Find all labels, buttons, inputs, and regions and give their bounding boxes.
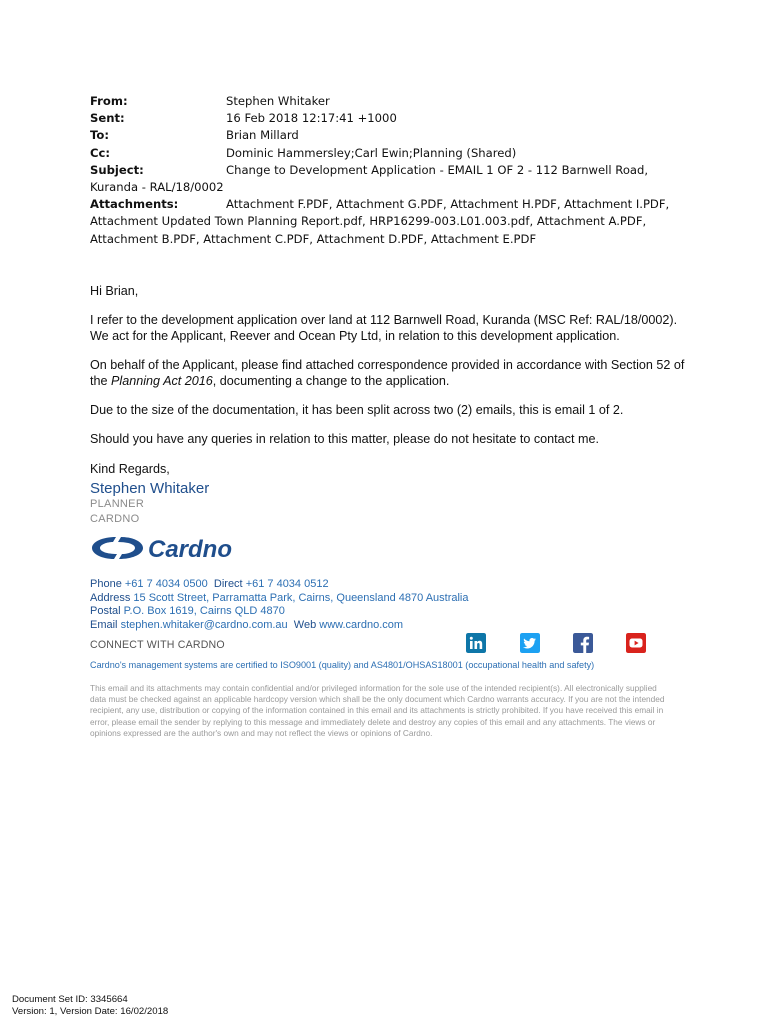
paragraph-2-before: On behalf of the Applicant, please find attached correspondence provided in accordance with Section 52 of the bbox=[90, 358, 685, 388]
subject-value-line2: Kuranda - RAL/18/0002 bbox=[90, 180, 224, 195]
web-link[interactable]: www.cardno.com bbox=[319, 618, 404, 631]
email-label: Email bbox=[90, 618, 118, 631]
cc-value: Dominic Hammersley;Carl Ewin;Planning (Shared) bbox=[226, 145, 517, 160]
phone-label: Phone bbox=[90, 578, 122, 590]
phone-line bbox=[90, 578, 690, 592]
document-footer bbox=[12, 994, 168, 1018]
attachments-line3: Attachment B.PDF, Attachment C.PDF, Attachment D.PDF, Attachment E.PDF bbox=[90, 231, 537, 246]
email-header bbox=[90, 93, 690, 248]
header-from-row bbox=[90, 93, 690, 110]
email-link[interactable]: stephen.whitaker@cardno.com.au bbox=[120, 618, 288, 631]
paragraph-2 bbox=[90, 358, 690, 389]
planning-act-text: Planning Act 2016 bbox=[111, 373, 213, 388]
certification-note: Cardno's management systems are certified to ISO9001 (quality) and AS4801/OHSAS18001 (occupational health and safety) bbox=[90, 660, 595, 670]
header-to-row bbox=[90, 127, 690, 144]
paragraph-2-after: , documenting a change to the application. bbox=[212, 373, 450, 388]
to-label: To: bbox=[90, 128, 109, 143]
subject-label: Subject: bbox=[90, 162, 144, 177]
address-value: 15 Scott Street, Parramatta Park, Cairns, Queensland 4870 Australia bbox=[133, 591, 469, 604]
signature-company: CARDNO bbox=[90, 512, 140, 525]
subject-value-line1: Change to Development Application - EMAIL 1 OF 2 - 112 Barnwell Road, bbox=[226, 162, 649, 177]
direct-label: Direct bbox=[213, 578, 243, 590]
email-body bbox=[90, 284, 690, 527]
version-info: Version: 1, Version Date: 16/02/2018 bbox=[12, 1006, 169, 1017]
address-label: Address bbox=[90, 591, 131, 604]
header-subject-row bbox=[90, 162, 690, 196]
sent-value: 16 Feb 2018 12:17:41 +1000 bbox=[226, 111, 397, 126]
paragraph-3: Due to the size of the documentation, it has been split across two (2) emails, this is email 1 of 2. bbox=[90, 403, 624, 418]
email-web-line bbox=[90, 619, 690, 633]
sent-label: Sent: bbox=[90, 111, 125, 126]
postal-value: P.O. Box 1619, Cairns QLD 4870 bbox=[123, 605, 285, 618]
document-set-id: Document Set ID: 3345664 bbox=[12, 994, 128, 1005]
linkedin-icon[interactable] bbox=[466, 633, 486, 653]
from-label: From: bbox=[90, 94, 128, 108]
paragraph-4: Should you have any queries in relation to this matter, please do not hesitate to contact me. bbox=[90, 432, 599, 447]
connect-with-cardno: CONNECT WITH CARDNO bbox=[90, 639, 225, 651]
web-label: Web bbox=[293, 618, 317, 631]
contact-details bbox=[90, 578, 690, 632]
postal-label: Postal bbox=[90, 605, 121, 618]
cardno-logo bbox=[90, 533, 290, 563]
cc-label: Cc: bbox=[90, 145, 111, 160]
attachments-line1: Attachment F.PDF, Attachment G.PDF, Attachment H.PDF, Attachment I.PDF, bbox=[226, 197, 670, 212]
signature-title: PLANNER bbox=[90, 497, 145, 510]
header-attachments-row bbox=[90, 196, 690, 248]
twitter-icon[interactable] bbox=[520, 633, 540, 653]
greeting: Hi Brian, bbox=[90, 284, 139, 298]
cardno-logo-text: Cardno bbox=[148, 536, 232, 563]
direct-number[interactable]: +61 7 4034 0512 bbox=[245, 578, 329, 590]
paragraph-1: I refer to the development application over land at 112 Barnwell Road, Kuranda (MSC Ref: RAL/18/0002). We act for the Applicant, Reever and Ocean Pty Ltd, in relation to this development application. bbox=[90, 313, 678, 343]
phone-number[interactable]: +61 7 4034 0500 bbox=[124, 578, 208, 590]
disclaimer: This email and its attachments may contain confidential and/or privileged information for the sole use of the intended recipient(s). All electronically supplied data must be checked against an applicable hardcopy version which shall be the only document which Cardno warrants accuracy. If you are not the intended recipient, any use, distribution or copying of the information contained in this email and its attachments is strictly prohibited. If you have received this email in error, please email the sender by replying to this message and immediately delete and destroy any copies of this email and any attachments. The views or opinions expressed are the author's own and may not reflect the views or opinions of Cardno. bbox=[90, 683, 665, 738]
youtube-icon[interactable] bbox=[626, 633, 646, 653]
header-sent-row bbox=[90, 110, 690, 127]
attachments-line2: Attachment Updated Town Planning Report.pdf, HRP16299-003.L01.003.pdf, Attachment A.PDF, bbox=[90, 214, 647, 229]
postal-line bbox=[90, 605, 690, 619]
attachments-label: Attachments: bbox=[90, 197, 179, 212]
to-value: Brian Millard bbox=[226, 128, 299, 143]
signature-name: Stephen Whitaker bbox=[90, 480, 210, 498]
address-line bbox=[90, 592, 690, 606]
from-value: Stephen Whitaker bbox=[226, 94, 330, 108]
facebook-icon[interactable] bbox=[573, 633, 593, 653]
closing: Kind Regards, bbox=[90, 461, 170, 476]
cardno-logo-mark bbox=[92, 537, 143, 559]
header-cc-row bbox=[90, 145, 690, 162]
